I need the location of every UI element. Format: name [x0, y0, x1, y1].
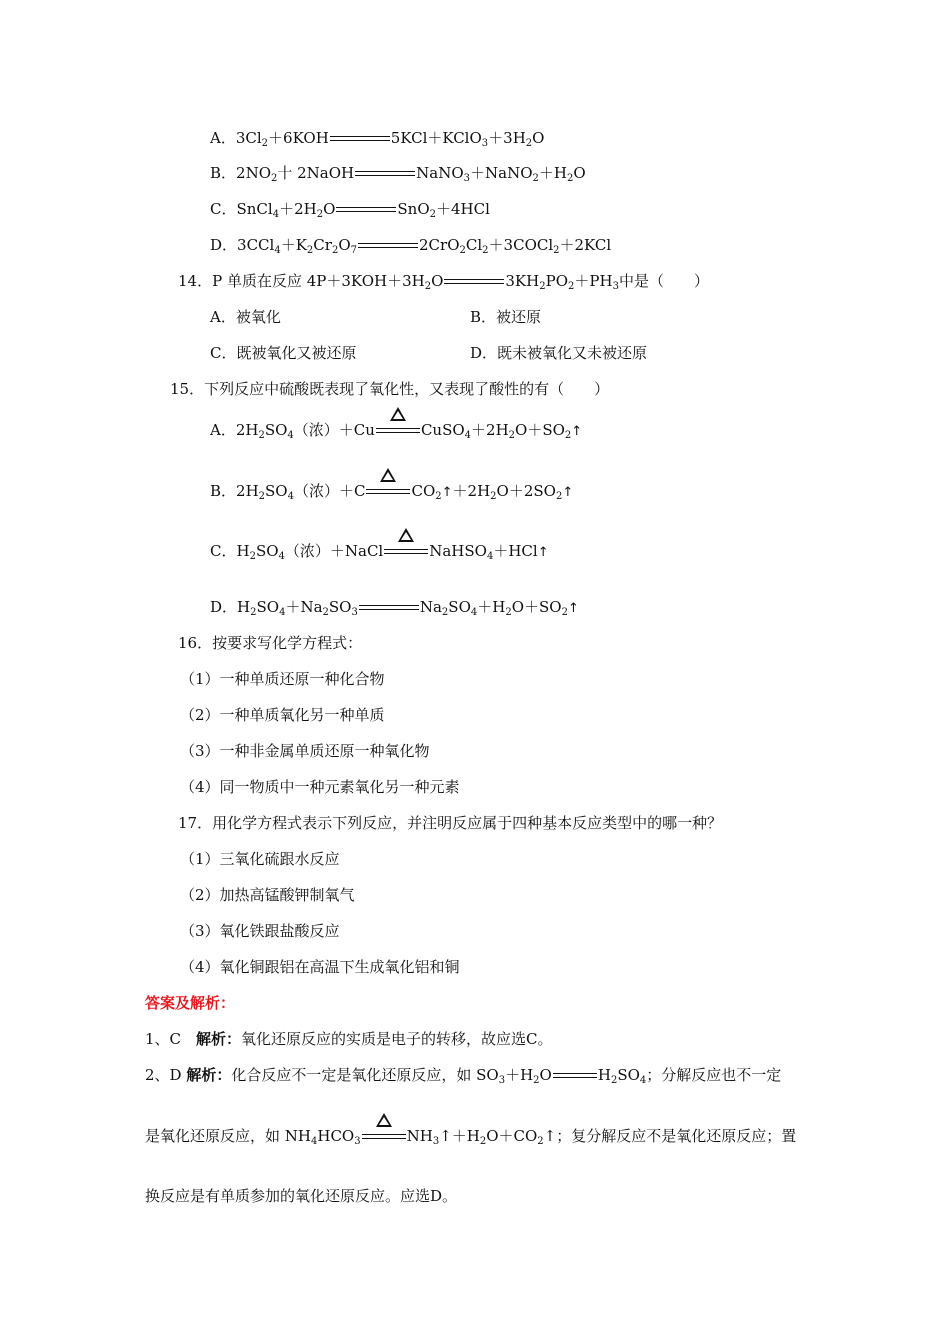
q16-item-1: （1）一种单质还原一种化合物: [180, 670, 385, 688]
q13-option-d: D．$3CCl_4+K_2Cr_2O_7$ $2CrO_2Cl_2+3COCl_2+2KCl$: [210, 236, 612, 256]
q16-item-4: （4）同一物质中一种元素氧化另一种元素: [180, 778, 460, 796]
q16-item-2: （2）一种单质氧化另一种单质: [180, 706, 385, 724]
heat-triangle-icon: [390, 407, 406, 421]
answer-2-line-2: 是氧化还原反应，如 $NH_4HCO_3$ $NH_3↑+H_2O+CO_2↑$；复分解反应不是氧化还原反应；置: [145, 1126, 796, 1146]
answers-heading: 答案及解析：: [145, 994, 236, 1012]
q16-stem: 16．按要求写化学方程式：: [178, 634, 363, 652]
equals-sign: [553, 1072, 597, 1080]
q17-item-3: （3）氧化铁跟盐酸反应: [180, 922, 340, 940]
q13-option-b: B．$2NO_2$十 2NaOH $NaNO_3+NaNO_2+H_2O$: [210, 164, 586, 184]
heating-equals-sign: [376, 427, 420, 435]
q17-item-4: （4）氧化铜跟铝在高温下生成氧化铝和铜: [180, 958, 460, 976]
q15-option-d: D．$H_2SO_4+Na_2SO_3$ $Na_2SO_4+H_2O+SO_2↑$: [210, 598, 579, 618]
heat-triangle-icon: [380, 468, 396, 482]
q14-option-a: A．被氧化: [210, 308, 281, 326]
answer-1: 1、C 解析：氧化还原反应的实质是电子的转移，故应选C。: [145, 1030, 553, 1048]
heat-triangle-icon: [376, 1113, 392, 1127]
q15-stem: 15．下列反应中硫酸既表现了氧化性，又表现了酸性的有（ ）: [170, 380, 610, 398]
heating-equals-sign: [366, 488, 410, 496]
equals-sign: [444, 278, 504, 286]
q13-option-a: A．$3Cl_2+6KOH$ $5KCl+KClO_3+3H_2O$: [210, 129, 545, 149]
heating-equals-sign: [384, 548, 428, 556]
equals-sign: [355, 170, 415, 178]
answer-2-line-3: 换反应是有单质参加的氧化还原反应。应选D。: [145, 1187, 458, 1205]
q14-option-b: B．被还原: [470, 308, 542, 326]
answer-2-line-1: 2、D 解析：化合反应不一定是氧化还原反应，如 $SO_3+H_2O$ $H_2SO_4$；分解反应也不一定: [145, 1066, 782, 1086]
equals-sign: [330, 135, 390, 143]
equals-sign: [358, 242, 418, 250]
equals-sign: [336, 206, 396, 214]
q14-option-c: C．既被氧化又被还原: [210, 344, 357, 362]
q16-item-3: （3）一种非金属单质还原一种氧化物: [180, 742, 430, 760]
heating-equals-sign: [362, 1133, 406, 1141]
q17-stem: 17．用化学方程式表示下列反应，并注明反应属于四种基本反应类型中的哪一种？: [178, 814, 723, 832]
heat-triangle-icon: [398, 528, 414, 542]
q15-option-b: B．$2H_2SO_4$（浓）＋C $CO_2↑+2H_2O+2SO_2↑$: [210, 481, 573, 503]
q15-option-c: C．$H_2SO_4$（浓）＋NaCl NaHSO$_4$＋HCl↑: [210, 541, 549, 563]
q14-option-d: D．既未被氧化又未被还原: [470, 344, 648, 362]
equals-sign: [359, 604, 419, 612]
q13-option-c: C．$SnCl_4+2H_2O$ SnO$_2$＋4HCl: [210, 200, 490, 220]
q14-stem: 14．P 单质在反应 $4P+3KOH+3H_2O$ $3KH_2PO_2+PH_3$中是（ ）: [178, 272, 709, 292]
q17-item-2: （2）加热高锰酸钾制氧气: [180, 886, 355, 904]
q15-option-a: A．$2H_2SO_4$（浓）＋Cu $CuSO_4+2H_2O+SO_2↑$: [210, 420, 582, 442]
q17-item-1: （1）三氧化硫跟水反应: [180, 850, 340, 868]
